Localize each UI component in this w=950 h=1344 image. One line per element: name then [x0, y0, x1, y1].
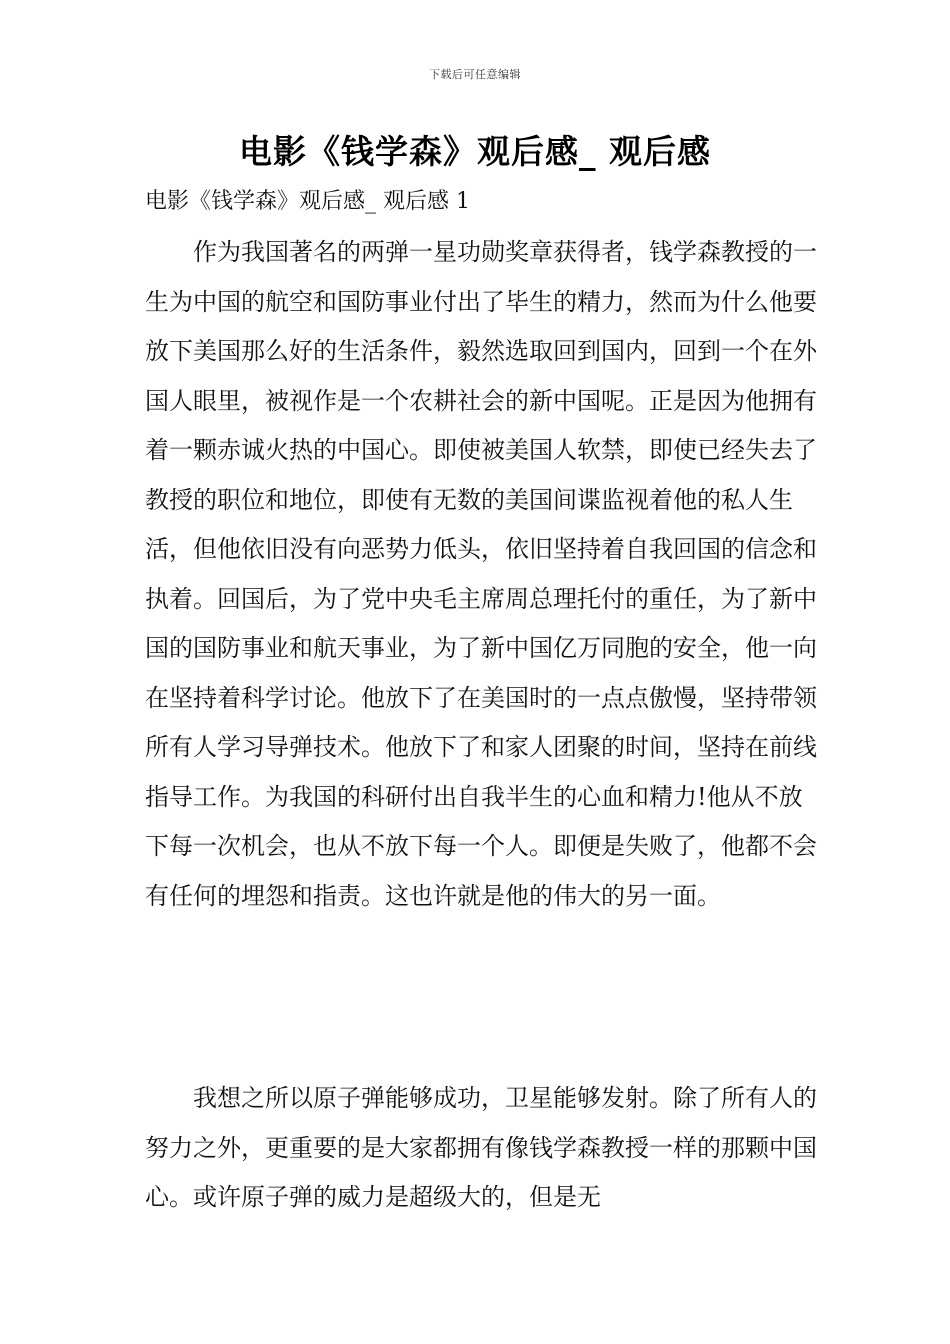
body-paragraph-1: 作为我国著名的两弹一星功勋奖章获得者，钱学森教授的一生为中国的航空和国防事业付出了毕生的精力，然而为什么他要放下美国那么好的生活条件，毅然选取回到国内，回到一个在外国人眼里，被视作是一个农耕社会的新中国呢。正是因为他拥有着一颗赤诚火热的中国心。即使被美国人软禁，即使已经失去了教授的职位和地位，即使有无数的美国间谍监视着他的私人生活，但他依旧没有向恶势力低头，依旧坚持着自我回国的信念和执着。回国后，为了党中央毛主席周总理托付的重任，为了新中国的国防事业和航天事业，为了新中国亿万同胞的安全，他一向在坚持着科学讨论。他放下了在美国时的一点点傲慢，坚持带领所有人学习导弹技术。他放下了和家人团聚的时间，坚持在前线指导工作。为我国的科研付出自我半生的心血和精力!他从不放下每一次机会，也从不放下每一个人。即便是失败了，他都不会有任何的埋怨和指责。这也许就是他的伟大的另一面。: [145, 238, 817, 910]
document-title: 电影《钱学森》观后感_ 观后感: [239, 132, 711, 171]
header-note: 下载后可任意编辑: [429, 68, 521, 81]
body-paragraph-2: 我想之所以原子弹能够成功，卫星能够发射。除了所有人的努力之外，更重要的是大家都拥有像钱学森教授一样的那颗中国心。或许原子弹的威力是超级大的，但是无: [145, 1084, 817, 1211]
section-subtitle: 电影《钱学森》观后感_ 观后感 1: [145, 189, 470, 214]
